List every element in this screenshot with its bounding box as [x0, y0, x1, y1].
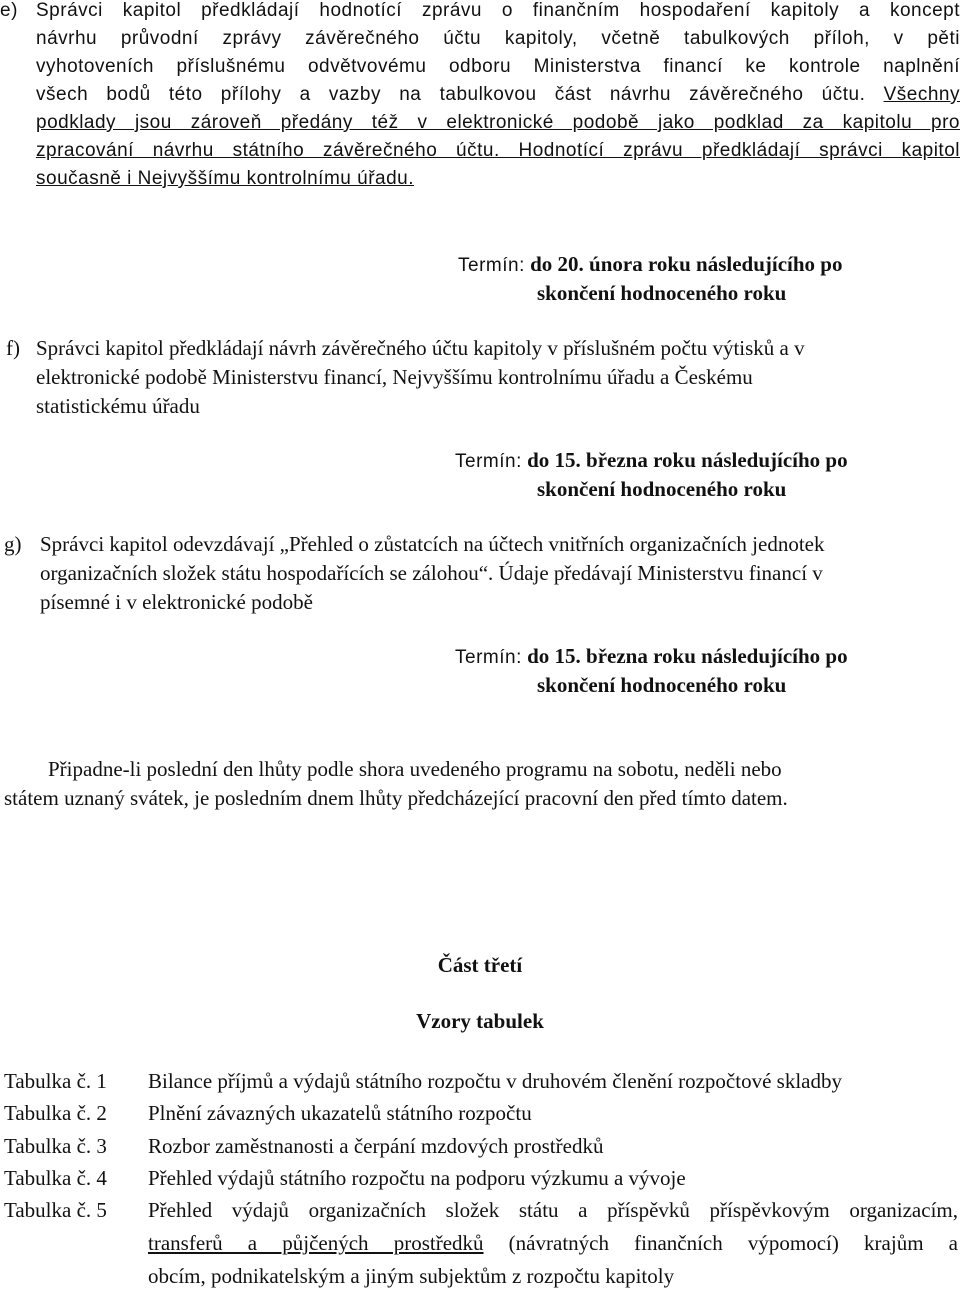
table-label: Tabulka č. 5 — [4, 1198, 107, 1222]
item-e-underlined-line-2: zpracování návrhu státního závěrečného účtu. Hodnotící zprávu předkládají správci kapitol — [36, 140, 960, 161]
item-e-deadline — [458, 252, 842, 277]
note-line-2: státem uznaný svátek, je posledním dnem lhůty předcházející pracovní den před tímto datem. — [4, 786, 788, 810]
section-title: Vzory tabulek — [416, 1009, 544, 1033]
deadline-value: do 15. března roku následujícího po — [527, 448, 848, 472]
table-label: Tabulka č. 1 — [4, 1069, 107, 1093]
item-e-deadline-line-2: skončení hodnoceného roku — [537, 281, 787, 305]
item-e-line-2: návrhu průvodní zprávy závěrečného účtu kapitoly, včetně tabulkových příloh, v pěti — [36, 28, 960, 49]
item-g-deadline — [455, 644, 848, 669]
item-g-line-3: písemné i v elektronické podobě — [40, 590, 313, 614]
item-f-label: f) — [6, 336, 20, 360]
table-description: Rozbor zaměstnanosti a čerpání mzdových prostředků — [148, 1134, 604, 1158]
table-description-rest: (návratných finančních výpomocí) krajům a — [483, 1231, 958, 1255]
item-e-underlined-line-1: podklady jsou zároveň předány též v elektronické podobě jako podklad za kapitolu pro — [36, 112, 960, 133]
table-description: Přehled výdajů státního rozpočtu na podporu výzkumu a vývoje — [148, 1166, 686, 1190]
table-description: Bilance příjmů a výdajů státního rozpočtu v druhovém členění rozpočtové skladby — [148, 1069, 842, 1093]
table-description: Plnění závazných ukazatelů státního rozpočtu — [148, 1101, 532, 1125]
table-description-line-2 — [148, 1231, 958, 1256]
table-label: Tabulka č. 2 — [4, 1101, 107, 1125]
table-description-line-1: Přehled výdajů organizačních složek státu a příspěvků příspěvkovým organizacím, — [148, 1198, 958, 1222]
item-f-deadline-line-2: skončení hodnoceného roku — [537, 477, 787, 501]
item-f-deadline — [455, 448, 848, 473]
item-g-line-2: organizačních složek státu hospodařících se zálohou“. Údaje předávají Ministerstvu financí v — [40, 561, 823, 585]
part-title: Část třetí — [437, 953, 523, 977]
item-g-line-1: Správci kapitol odevzdávají „Přehled o zůstatcích na účtech vnitřních organizačních jednotek — [40, 532, 825, 556]
item-f-line-2: elektronické podobě Ministerstvu financí, Nejvyššímu kontrolnímu úřadu a Českému — [36, 365, 753, 389]
item-e-line-1: Správci kapitol předkládají hodnotící zprávu o finančním hospodaření kapitoly a koncept — [36, 0, 960, 21]
item-e-line-3: vyhotoveních příslušnému odvětvovému odboru Ministerstva financí ke kontrole naplnění — [36, 56, 960, 77]
item-g-label: g) — [4, 532, 22, 556]
item-e-line-4 — [36, 84, 960, 106]
item-f-line-3: statistickému úřadu — [36, 394, 200, 418]
table-label: Tabulka č. 3 — [4, 1134, 107, 1158]
item-f-line-1: Správci kapitol předkládají návrh závěrečného účtu kapitoly v příslušném počtu výtisků a v — [36, 336, 805, 360]
item-e-line-4-text: všech bodů této přílohy a vazby na tabulkovou část návrhu závěrečného účtu. — [36, 84, 884, 105]
deadline-value: do 15. března roku následujícího po — [527, 644, 848, 668]
item-e-line-4-underlined: Všechny — [883, 84, 960, 105]
item-g-deadline-line-2: skončení hodnoceného roku — [537, 673, 787, 697]
item-e-label: e) — [0, 0, 18, 21]
table-description-underlined: transferů a půjčených prostředků — [148, 1231, 484, 1255]
deadline-value: do 20. února roku následujícího po — [530, 252, 843, 276]
item-e-underlined-line-3: současně i Nejvyššímu kontrolnímu úřadu. — [36, 168, 414, 189]
deadline-label: Termín: — [455, 451, 522, 472]
note-line-1: Připadne-li poslední den lhůty podle shora uvedeného programu na sobotu, neděli nebo — [48, 757, 782, 781]
deadline-label: Termín: — [458, 255, 525, 276]
deadline-label: Termín: — [455, 647, 522, 668]
table-label: Tabulka č. 4 — [4, 1166, 107, 1190]
table-description-line-3: obcím, podnikatelským a jiným subjektům z rozpočtu kapitoly — [148, 1264, 675, 1288]
